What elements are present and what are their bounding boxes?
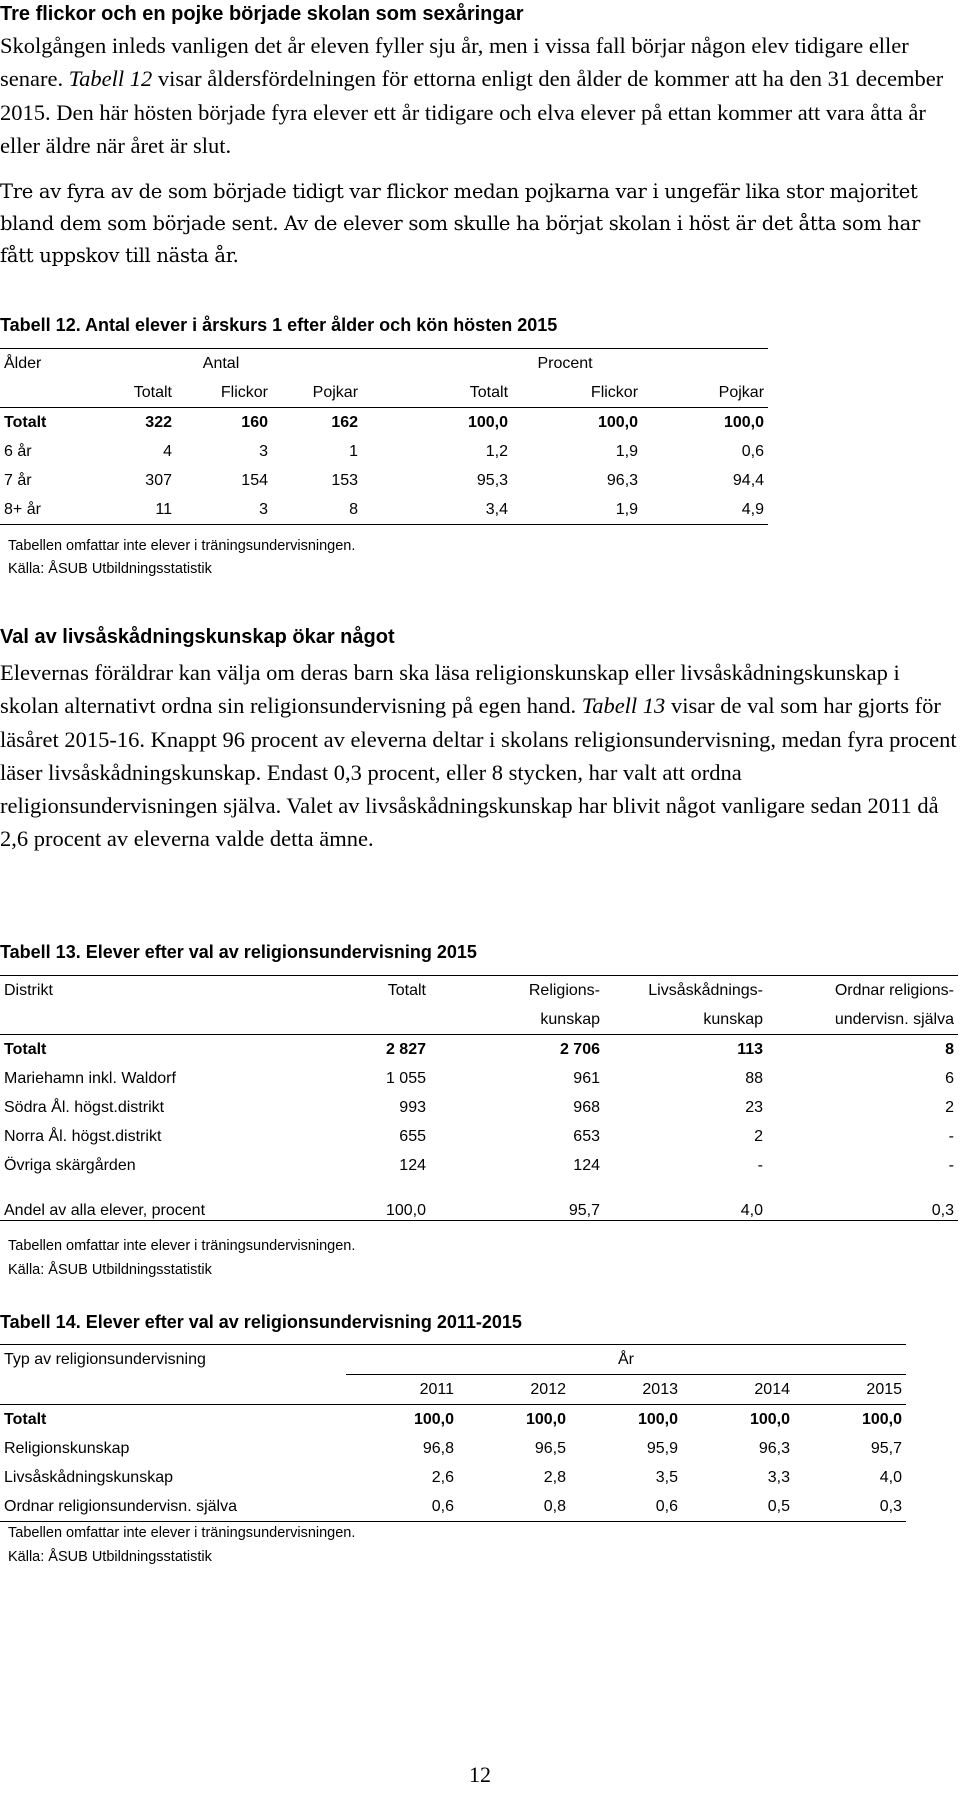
table-14 [0, 1344, 906, 1522]
col-header: undervisn. själva [767, 1005, 958, 1035]
table-cell: - [757, 1156, 763, 1174]
table-12-source: Källa: ÅSUB Utbildningsstatistik [8, 561, 212, 577]
table-cell: 3,4 [362, 495, 512, 525]
table-13-note: Tabellen omfattar inte elever i träningsundervisningen. [8, 1238, 356, 1254]
table-cell: 968 [573, 1098, 600, 1116]
table-14-row [0, 1492, 906, 1522]
table-cell: 100,0 [637, 1410, 678, 1428]
table-cell: 154 [241, 471, 268, 489]
row-label: Ordnar religionsundervisn. själva [0, 1492, 346, 1522]
table-cell: 653 [573, 1127, 600, 1145]
table-cell: 0,6 [570, 1492, 682, 1522]
col-header: Religions- [430, 976, 604, 1006]
table-cell: 0,3 [794, 1492, 906, 1522]
table-cell: 0,5 [682, 1492, 794, 1522]
col-header: Ordnar religions- [767, 976, 958, 1006]
table-12-row [0, 408, 768, 438]
table-cell: 124 [399, 1156, 426, 1174]
table-14-year-header [0, 1375, 906, 1405]
row-label: Totalt [4, 1410, 47, 1428]
table-cell: 4 [163, 442, 172, 460]
table-13-row [0, 1035, 958, 1065]
table-14-row [0, 1405, 906, 1435]
table-13-header-2 [0, 1005, 958, 1035]
row-label: 7 år [4, 471, 32, 489]
table-13-caption: Tabell 13. Elever efter val av religionsundervisning 2015 [0, 942, 477, 962]
table-cell: 23 [745, 1098, 763, 1116]
table-cell: 100,0 [749, 1410, 790, 1428]
col-header: 2013 [570, 1375, 682, 1405]
table-cell: 6 [945, 1069, 954, 1087]
row-label: Mariehamn inkl. Waldorf [4, 1069, 176, 1087]
table-cell: 95,3 [476, 471, 509, 489]
age-header: Ålder [0, 349, 80, 379]
table-cell: 100,0 [723, 413, 765, 431]
col-header: Livsåskådnings- [604, 976, 767, 1006]
table-12-caption: Tabell 12. Antal elever i årskurs 1 efter ålder och kön hösten 2015 [0, 315, 558, 335]
table-14-note: Tabellen omfattar inte elever i träningsundervisningen. [8, 1525, 356, 1541]
col-header: Pojkar [272, 378, 362, 408]
table-cell: 95,9 [646, 1439, 678, 1457]
table-cell: 153 [331, 471, 359, 489]
row-label: Religionskunskap [4, 1439, 130, 1457]
table-cell: 4,0 [879, 1468, 903, 1486]
section-heading-life-view: Val av livsåskådningskunskap ökar något [0, 626, 395, 648]
row-label: Övriga skärgården [4, 1156, 136, 1174]
table-12-row [0, 466, 768, 495]
table-cell: 655 [399, 1127, 426, 1145]
row-label: 6 år [4, 442, 32, 460]
table-13-row [0, 1151, 958, 1180]
col-header: 2012 [458, 1375, 570, 1405]
table-14-source: Källa: ÅSUB Utbildningsstatistik [8, 1549, 212, 1565]
page-number: 12 [469, 1762, 491, 1787]
row-label: Norra Ål. högst.distrikt [4, 1127, 162, 1145]
table-reference: Tabell 13 [581, 693, 666, 719]
table-cell: 160 [241, 413, 268, 431]
table-cell: 3 [176, 495, 272, 525]
paragraph-gender-start: Tre av fyra av de som började tidigt var flickor medan pojkarna var i ungefär lika stor majoritet bland dem som började sent. Av de elever som skulle ha börjat skolan i höst är det åtta som har fått uppskov till nästa år. [0, 180, 921, 267]
table-cell: 961 [573, 1069, 600, 1087]
paragraph-religion-choice: Elevernas föräldrar kan välja om deras barn ska läsa religionskunskap eller livsåskådningskunskap i skolan alternativt ordna sin religionsundervisning på egen hand. Tabell 13 visar de val som har gjorts för läsåret 2015-16. Knappt 96 procent av eleverna deltar i skolans religionsundervisning, medan fyra procent läser livsåskådningskunskap. Endast 0,3 procent, eller 8 stycken, har valt att ordna religionsundervisningen själva. Valet av livsåskådningskunskap har blivit något vanligare sedan 2011 då 2,6 procent av eleverna valde detta ämne. [0, 660, 957, 852]
table-13 [0, 975, 958, 1221]
table-cell: 3 [259, 442, 268, 460]
table-13-row [0, 1122, 958, 1151]
table-cell: 96,3 [606, 471, 639, 489]
year-group-header: År [346, 1345, 906, 1375]
table-cell: 100,0 [467, 413, 509, 431]
table-cell: 100,0 [413, 1410, 454, 1428]
table-cell: 3,5 [655, 1468, 678, 1486]
table-cell: 1 [349, 442, 359, 460]
col-header: kunskap [604, 1005, 767, 1035]
table-13-row [0, 1093, 958, 1122]
table-13-share-row: Andel av alla elever, procent 100,0 95,7 4,0 0,3 [0, 1180, 958, 1220]
col-header: 2015 [794, 1375, 906, 1405]
table-cell: 2 827 [385, 1040, 426, 1058]
table-cell: 2,6 [431, 1468, 454, 1486]
section-heading-school-start: Tre flickor och en pojke började skolan som sexåringar [0, 3, 524, 25]
table-cell: 0,6 [741, 442, 765, 460]
procent-group-header: Procent [362, 349, 768, 379]
table-14-group-header [0, 1345, 906, 1375]
antal-group-header: Antal [80, 349, 362, 379]
table-cell: 8 [945, 1040, 954, 1058]
table-13-source: Källa: ÅSUB Utbildningsstatistik [8, 1262, 212, 1278]
table-cell: 95,7 [870, 1439, 903, 1457]
table-cell: 11 [80, 495, 176, 525]
col-header: 2011 [346, 1375, 458, 1405]
table-cell: 1,2 [485, 442, 509, 460]
col-header: Flickor [176, 378, 272, 408]
table-cell: 2 [754, 1127, 763, 1145]
table-cell: 88 [745, 1069, 763, 1087]
table-12-row [0, 495, 768, 525]
table-reference: Tabell 12 [68, 66, 153, 92]
table-cell: 96,3 [758, 1439, 790, 1457]
table-cell: 322 [145, 413, 172, 431]
table-cell: 100,0 [597, 413, 639, 431]
table-14-row [0, 1434, 906, 1463]
col-header: Pojkar [642, 378, 768, 408]
col-header: Flickor [512, 378, 642, 408]
table-cell: 1 055 [385, 1069, 426, 1087]
table-cell: 96,8 [422, 1439, 454, 1457]
table-cell: 307 [145, 471, 172, 489]
table-14-caption: Tabell 14. Elever efter val av religionsundervisning 2011-2015 [0, 1312, 522, 1332]
col-header: kunskap [430, 1005, 604, 1035]
district-header: Distrikt [0, 976, 262, 1006]
table-cell: 2 [945, 1098, 954, 1116]
col-header: Totalt [362, 378, 512, 408]
row-label: Livsåskådningskunskap [4, 1468, 173, 1486]
table-cell: 993 [399, 1098, 426, 1116]
table-12-sub-header [0, 378, 768, 408]
row-label: Södra Ål. högst.distrikt [4, 1098, 165, 1116]
table-cell: 8 [272, 495, 362, 525]
table-13-header-1 [0, 976, 958, 1006]
table-cell: 3,3 [767, 1468, 790, 1486]
table-cell: 1,9 [512, 495, 642, 525]
table-cell: 2,8 [543, 1468, 566, 1486]
col-header: Totalt [262, 976, 430, 1006]
table-12-row [0, 437, 768, 466]
table-cell: - [948, 1156, 954, 1174]
table-cell: 96,5 [534, 1439, 566, 1457]
col-header: 2014 [682, 1375, 794, 1405]
table-cell: 113 [737, 1040, 763, 1058]
table-cell: 100,0 [861, 1410, 903, 1428]
paragraph-age-distribution: Skolgången inleds vanligen det år eleven fyller sju år, men i vissa fall börjar någon elev tidigare eller senare. Tabell 12 visar åldersfördelningen för ettorna enligt den ålder de kommer att ha den 31 december 2015. Den här hösten började fyra elever ett år tidigare och elva elever på ettan kommer att vara åtta år eller äldre när året är slut. [0, 33, 944, 158]
table-12 [0, 348, 768, 525]
table-cell: 94,4 [732, 471, 765, 489]
table-cell: 1,9 [615, 442, 639, 460]
row-label: 8+ år [0, 495, 80, 525]
table-12-note: Tabellen omfattar inte elever i träningsundervisningen. [8, 538, 356, 554]
row-label: Totalt [4, 1040, 47, 1058]
table-12-group-header [0, 349, 768, 379]
row-label: Totalt [4, 413, 47, 431]
table-14-row [0, 1463, 906, 1492]
table-13-row [0, 1064, 958, 1093]
table-cell: 0,8 [458, 1492, 570, 1522]
table-cell: 162 [331, 413, 359, 431]
table-cell: 4,9 [642, 495, 768, 525]
table-cell: 2 706 [559, 1040, 600, 1058]
table-cell: - [948, 1127, 954, 1145]
table-cell: 100,0 [525, 1410, 566, 1428]
col-header: Totalt [80, 378, 176, 408]
table-cell: 124 [573, 1156, 600, 1174]
type-header: Typ av religionsundervisning [0, 1345, 346, 1375]
table-cell: 0,6 [346, 1492, 458, 1522]
